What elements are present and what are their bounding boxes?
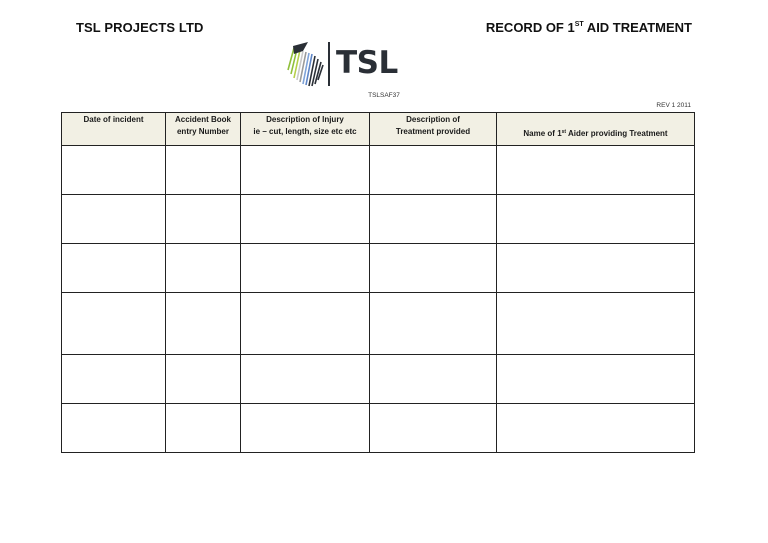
cell-accident-book[interactable] (166, 355, 241, 404)
cell-first-aider[interactable] (497, 293, 695, 355)
company-name: TSL PROJECTS LTD (76, 20, 204, 35)
cell-date[interactable] (62, 293, 166, 355)
cell-accident-book[interactable] (166, 244, 241, 293)
column-header-accident-book-line1: Accident Book (174, 115, 231, 124)
document-title (486, 20, 692, 35)
column-header-first-aider-spacer (497, 114, 694, 126)
column-header-treatment (370, 113, 497, 146)
cell-injury[interactable] (241, 293, 370, 355)
table-row (62, 244, 695, 293)
cell-date[interactable] (62, 404, 166, 453)
cell-treatment[interactable] (370, 244, 497, 293)
column-header-treatment-line2: Treatment provided (395, 127, 471, 136)
first-aider-pre: Name of 1 (523, 129, 562, 138)
column-header-first-aider (497, 113, 695, 146)
table-row (62, 355, 695, 404)
table-row (62, 404, 695, 453)
first-aid-treatment-table (61, 112, 695, 453)
form-code: TSLSAF37 (368, 92, 400, 99)
cell-treatment[interactable] (370, 355, 497, 404)
cell-treatment[interactable] (370, 146, 497, 195)
cell-first-aider[interactable] (497, 355, 695, 404)
first-aider-post: Aider providing Treatment (566, 129, 668, 138)
table-header-row (62, 113, 695, 146)
cell-first-aider[interactable] (497, 404, 695, 453)
column-header-date-line1: Date of incident (83, 115, 144, 124)
cell-date[interactable] (62, 244, 166, 293)
column-header-injury-line2: ie – cut, length, size etc etc (253, 127, 357, 136)
column-header-accident-book (166, 113, 241, 146)
cell-injury[interactable] (241, 146, 370, 195)
cell-accident-book[interactable] (166, 146, 241, 195)
table-row (62, 293, 695, 355)
cell-date[interactable] (62, 355, 166, 404)
column-header-accident-book-line2: entry Number (176, 127, 229, 136)
tsl-logo-mark-icon (284, 40, 326, 88)
document-title-sup: ST (574, 21, 584, 28)
table-row (62, 195, 695, 244)
column-header-injury (241, 113, 370, 146)
column-header-date (62, 113, 166, 146)
cell-accident-book[interactable] (166, 404, 241, 453)
document-title-post: AID TREATMENT (583, 20, 692, 35)
cell-first-aider[interactable] (497, 146, 695, 195)
cell-injury[interactable] (241, 404, 370, 453)
cell-first-aider[interactable] (497, 244, 695, 293)
cell-treatment[interactable] (370, 404, 497, 453)
first-aider-sup: st (561, 129, 567, 135)
cell-accident-book[interactable] (166, 195, 241, 244)
logo-divider (328, 42, 330, 86)
cell-injury[interactable] (241, 244, 370, 293)
cell-date[interactable] (62, 146, 166, 195)
column-header-first-aider-line2 (497, 126, 694, 140)
revision-label: REV 1 2011 (656, 102, 691, 109)
cell-accident-book[interactable] (166, 293, 241, 355)
cell-treatment[interactable] (370, 195, 497, 244)
logo-wordmark: TSL (336, 45, 398, 81)
cell-injury[interactable] (241, 195, 370, 244)
document-title-pre: RECORD OF 1 (485, 20, 575, 35)
cell-injury[interactable] (241, 355, 370, 404)
column-header-injury-line1: Description of Injury (266, 115, 344, 124)
table-row (62, 146, 695, 195)
cell-date[interactable] (62, 195, 166, 244)
column-header-treatment-line1: Description of (406, 115, 460, 124)
cell-treatment[interactable] (370, 293, 497, 355)
cell-first-aider[interactable] (497, 195, 695, 244)
tsl-logo (284, 40, 414, 90)
